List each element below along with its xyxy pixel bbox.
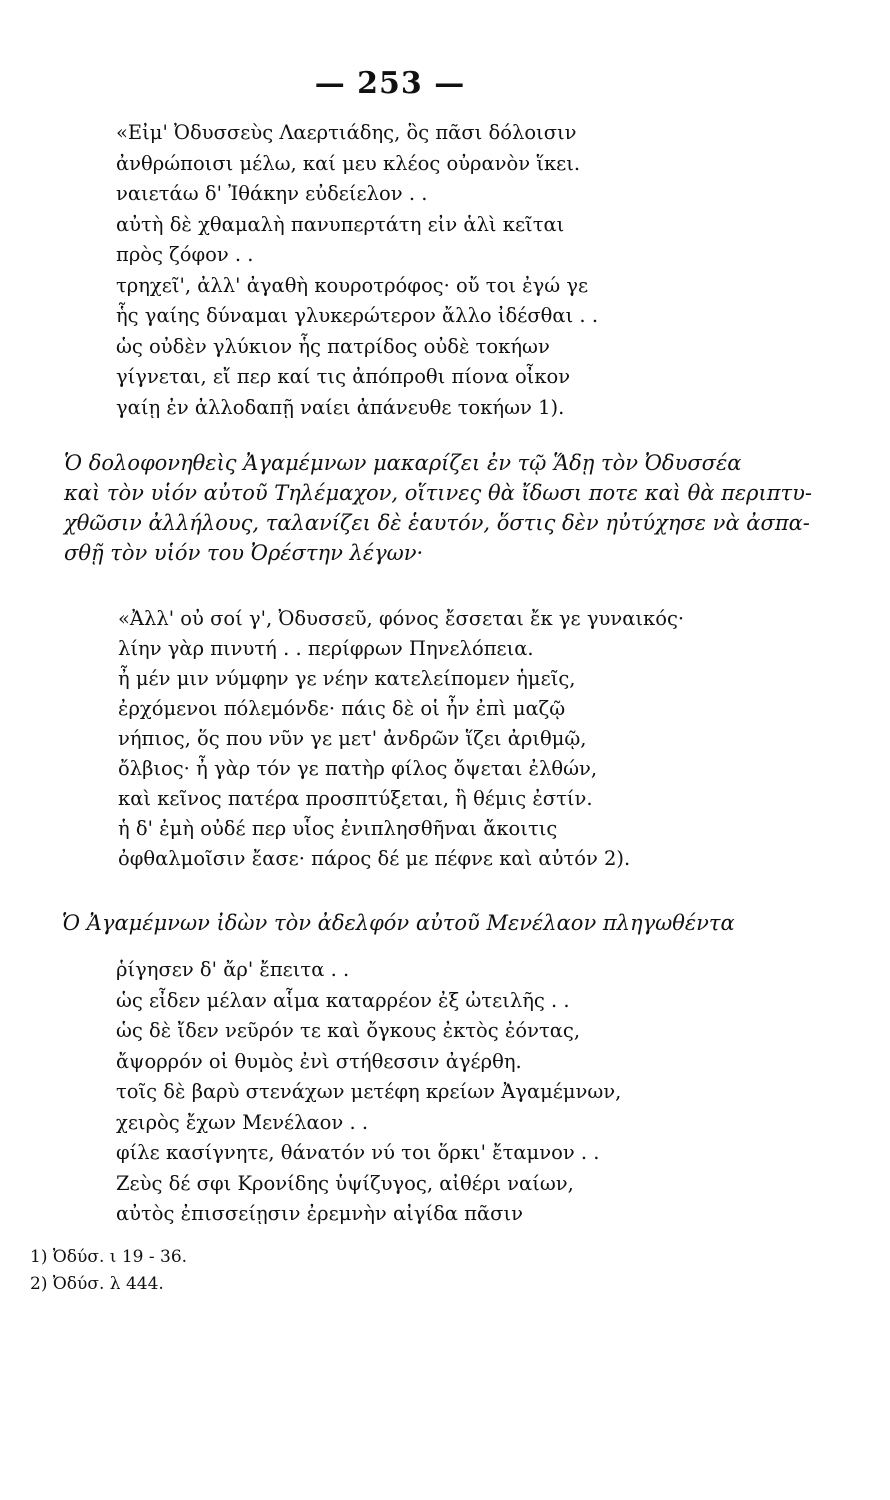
footnote-1: 1) Ὀδύσ. ι 19 - 36. — [30, 1247, 188, 1267]
footnote-2: 2) Ὀδύσ. λ 444. — [30, 1274, 164, 1294]
verse-block-2 — [118, 604, 684, 874]
verse-block-3 — [116, 955, 621, 1230]
verse-line: ναιετάω δ' Ἰθάκην εὐδείελον . . — [116, 182, 428, 205]
prose-paragraph-1 — [64, 448, 812, 568]
prose-line: καὶ τὸν υἱόν αὐτοῦ Τηλέμαχον, οἵτινες θὰ ἴδωσι ποτε καὶ θὰ περιπτυ- — [64, 481, 813, 505]
prose-paragraph-2 — [62, 908, 735, 938]
verse-line: αὐτὴ δὲ χθαμαλὴ πανυπερτάτη εἰν ἁλὶ κεῖται — [116, 212, 565, 236]
verse-line: ἡ δ' ἐμὴ οὐδέ περ υἷος ἐνιπλησθῆναι ἄκοιτις — [118, 817, 558, 840]
verse-line: τρηχεῖ', ἀλλ' ἀγαθὴ κουροτρόφος· οὔ τοι ἐγώ γε — [116, 273, 589, 297]
verse-line: ἧς γαίης δύναμαι γλυκερώτερον ἄλλο ἰδέσθαι . . — [116, 304, 599, 327]
verse-line: καὶ κεῖνος πατέρα προσπτύξεται, ἣ θέμις ἐστίν. — [118, 787, 593, 810]
prose-line: Ὁ δολοφονηθεὶς Ἀγαμέμνων μακαρίζει ἐν τῷ Ἅδῃ τὸν Ὀδυσσέα — [64, 451, 742, 475]
verse-line: Ζεὺς δέ σφι Κρονίδης ὑψίζυγος, αἰθέρι ναίων, — [116, 1171, 574, 1195]
verse-block-1 — [116, 118, 598, 423]
verse-line: ὄλβιος· ἦ γὰρ τόν γε πατὴρ φίλος ὄψεται ἐλθών, — [118, 757, 598, 780]
verse-line: πρὸς ζόφον . . — [116, 243, 254, 266]
verse-line: ἄψορρόν οἱ θυμὸς ἐνὶ στήθεσσιν ἀγέρθη. — [116, 1049, 522, 1073]
prose-line: χθῶσιν ἀλλήλους, ταλανίζει δὲ ἑαυτόν, ὅστις δὲν ηὐτύχησε νὰ ἀσπα- — [64, 511, 810, 535]
prose-line: σθῇ τὸν υἱόν του Ὀρέστην λέγων· — [64, 541, 424, 565]
page-number: — 253 — — [314, 66, 466, 101]
verse-line: χειρὸς ἔχων Μενέλαον . . — [116, 1110, 369, 1134]
verse-line: νήπιος, ὅς που νῦν γε μετ' ἀνδρῶν ἵζει ἀριθμῷ, — [118, 727, 587, 750]
verse-line: «Εἰμ' Ὀδυσσεὺς Λαερτιάδης, ὃς πᾶσι δόλοισιν — [116, 121, 577, 144]
verse-line: «Ἀλλ' οὐ σοί γ', Ὀδυσσεῦ, φόνος ἔσσεται ἔκ γε γυναικός· — [118, 607, 685, 630]
verse-line: ἀνθρώποισι μέλω, καί μευ κλέος οὐρανὸν ἵκει. — [116, 151, 581, 175]
verse-line: αὐτὸς ἐπισσείῃσιν ἐρεμνὴν αἰγίδα πᾶσιν — [116, 1202, 523, 1225]
prose-line: Ὁ Ἀγαμέμνων ἰδὼν τὸν ἀδελφόν αὐτοῦ Μενέλαον πληγωθέντα — [62, 911, 735, 935]
verse-line: ὀφθαλμοῖσιν ἔασε· πάρος δέ με πέφνε καὶ αὐτόν 2). — [118, 847, 631, 870]
footnotes — [30, 1244, 187, 1298]
verse-line: ὡς δὲ ἴδεν νεῦρόν τε καὶ ὄγκους ἐκτὸς ἐόντας, — [116, 1019, 581, 1042]
verse-line: ἦ μέν μιν νύμφην γε νέην κατελείπομεν ἡμεῖς, — [118, 667, 576, 690]
verse-line: λίην γὰρ πινυτή . . περίφρων Πηνελόπεια. — [118, 637, 534, 660]
verse-line: ῥίγησεν δ' ἄρ' ἔπειτα . . — [116, 958, 350, 981]
verse-line: τοῖς δὲ βαρὺ στενάχων μετέφη κρείων Ἀγαμέμνων, — [116, 1080, 622, 1103]
verse-line: γίγνεται, εἴ περ καί τις ἀπόπροθι πίονα οἶκον — [116, 365, 571, 388]
verse-line: γαίῃ ἐν ἀλλοδαπῇ ναίει ἀπάνευθε τοκήων 1). — [116, 395, 565, 419]
verse-line: ἐρχόμενοι πόλεμόνδε· πάις δὲ οἱ ἦν ἐπὶ μαζῷ — [118, 697, 566, 720]
verse-line: φίλε κασίγνητε, θάνατόν νύ τοι ὅρκι' ἔταμνον . . — [116, 1141, 600, 1164]
verse-line: ὡς οὐδὲν γλύκιον ἧς πατρίδος οὐδὲ τοκήων — [116, 334, 550, 358]
verse-line: ὡς εἶδεν μέλαν αἷμα καταρρέον ἐξ ὠτειλῆς . . — [116, 988, 570, 1012]
